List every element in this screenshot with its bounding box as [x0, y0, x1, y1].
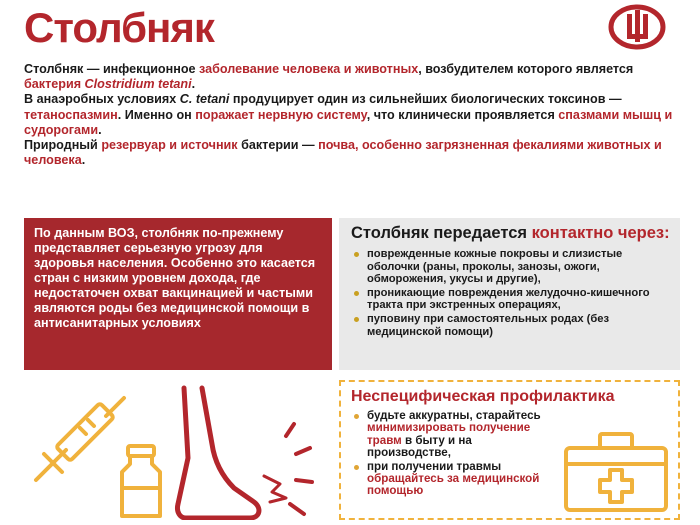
list-item — [351, 410, 551, 460]
highlight: бактерия — [24, 77, 85, 92]
page-title: Столбняк — [24, 4, 214, 51]
text: продуцирует один из сильнейших биологических токсинов — — [229, 92, 622, 107]
list-item — [351, 248, 670, 286]
transmission-box — [339, 218, 680, 370]
foot-injury-icon — [177, 388, 312, 518]
text: в быту и на производстве, — [367, 433, 472, 460]
text: будьте аккуратны, старайтесь — [367, 409, 541, 422]
list-item — [351, 287, 670, 312]
highlight: поражает нервную систему — [195, 107, 367, 122]
first-aid-kit-icon — [562, 430, 670, 514]
text: Природный — [24, 138, 102, 153]
text: при получении травмы — [367, 459, 502, 473]
syringe-icon — [36, 398, 124, 480]
list-item-text: пуповину при самостоятельных родах (без медицинской помощи) — [367, 312, 610, 338]
text: . — [191, 77, 196, 92]
text: . — [98, 122, 102, 137]
transmission-heading — [351, 224, 670, 243]
bullet-icon — [354, 252, 359, 257]
bacteria-short-name: C. tetani — [179, 92, 230, 107]
highlight: почва, особенно загрязненная фекалиями животных и человека — [24, 138, 662, 168]
intro-paragraph-1 — [24, 62, 676, 92]
text: бактерии — — [237, 138, 319, 153]
illustration — [24, 384, 324, 520]
text: . Именно он — [117, 107, 196, 122]
text: , возбудителем которого является — [418, 62, 634, 76]
bacteria-name: Clostridium tetani — [84, 77, 192, 92]
text: , что клинически проявляется — [366, 107, 559, 122]
bullet-icon — [354, 465, 359, 470]
highlight: минимизировать получение травм — [367, 421, 531, 447]
highlight: обращайтесь за медицинской помощью — [367, 472, 540, 498]
intro-paragraph-3 — [24, 138, 676, 168]
prophylaxis-heading: Неспецифическая профилактика — [351, 388, 615, 405]
text: Столбняк — инфекционное — [24, 62, 200, 76]
text: . — [81, 153, 86, 168]
text: Столбняк передается — [351, 224, 532, 242]
highlight: спазмами мышц и судорогами — [24, 107, 673, 137]
list-item-text: поврежденные кожные покровы и слизистые оболочки (раны, проколы, занозы, ожоги, обморожения, укусы и другие), — [367, 248, 623, 286]
highlight: резервуар и источник — [101, 138, 238, 153]
text: В анаэробных условиях — [24, 92, 180, 107]
transmission-list — [351, 248, 670, 338]
list-item-text: проникающие повреждения желудочно-кишечного тракта при экстренных операциях, — [367, 286, 650, 312]
logo-icon — [608, 4, 666, 50]
vial-icon — [122, 446, 160, 516]
who-info-box: По данным ВОЗ, столбняк по-прежнему представляет серьезную угрозу для здоровья населения. Особенно это касается стран с низким уровнем дохода, где недостаточен охват вакцинацией и частыми являются роды без медицинской помощи в антисанитарных условиях — [24, 218, 332, 370]
list-item — [351, 313, 670, 338]
highlight: заболевание человека и животных — [199, 62, 419, 76]
list-item — [351, 461, 551, 498]
intro-paragraph-2 — [24, 92, 676, 138]
intro-text — [24, 62, 676, 168]
highlight: тетаноспазмин — [24, 107, 118, 122]
bullet-icon — [354, 317, 359, 322]
bullet-icon — [354, 291, 359, 296]
bullet-icon — [354, 414, 359, 419]
highlight: контактно через: — [531, 224, 670, 242]
